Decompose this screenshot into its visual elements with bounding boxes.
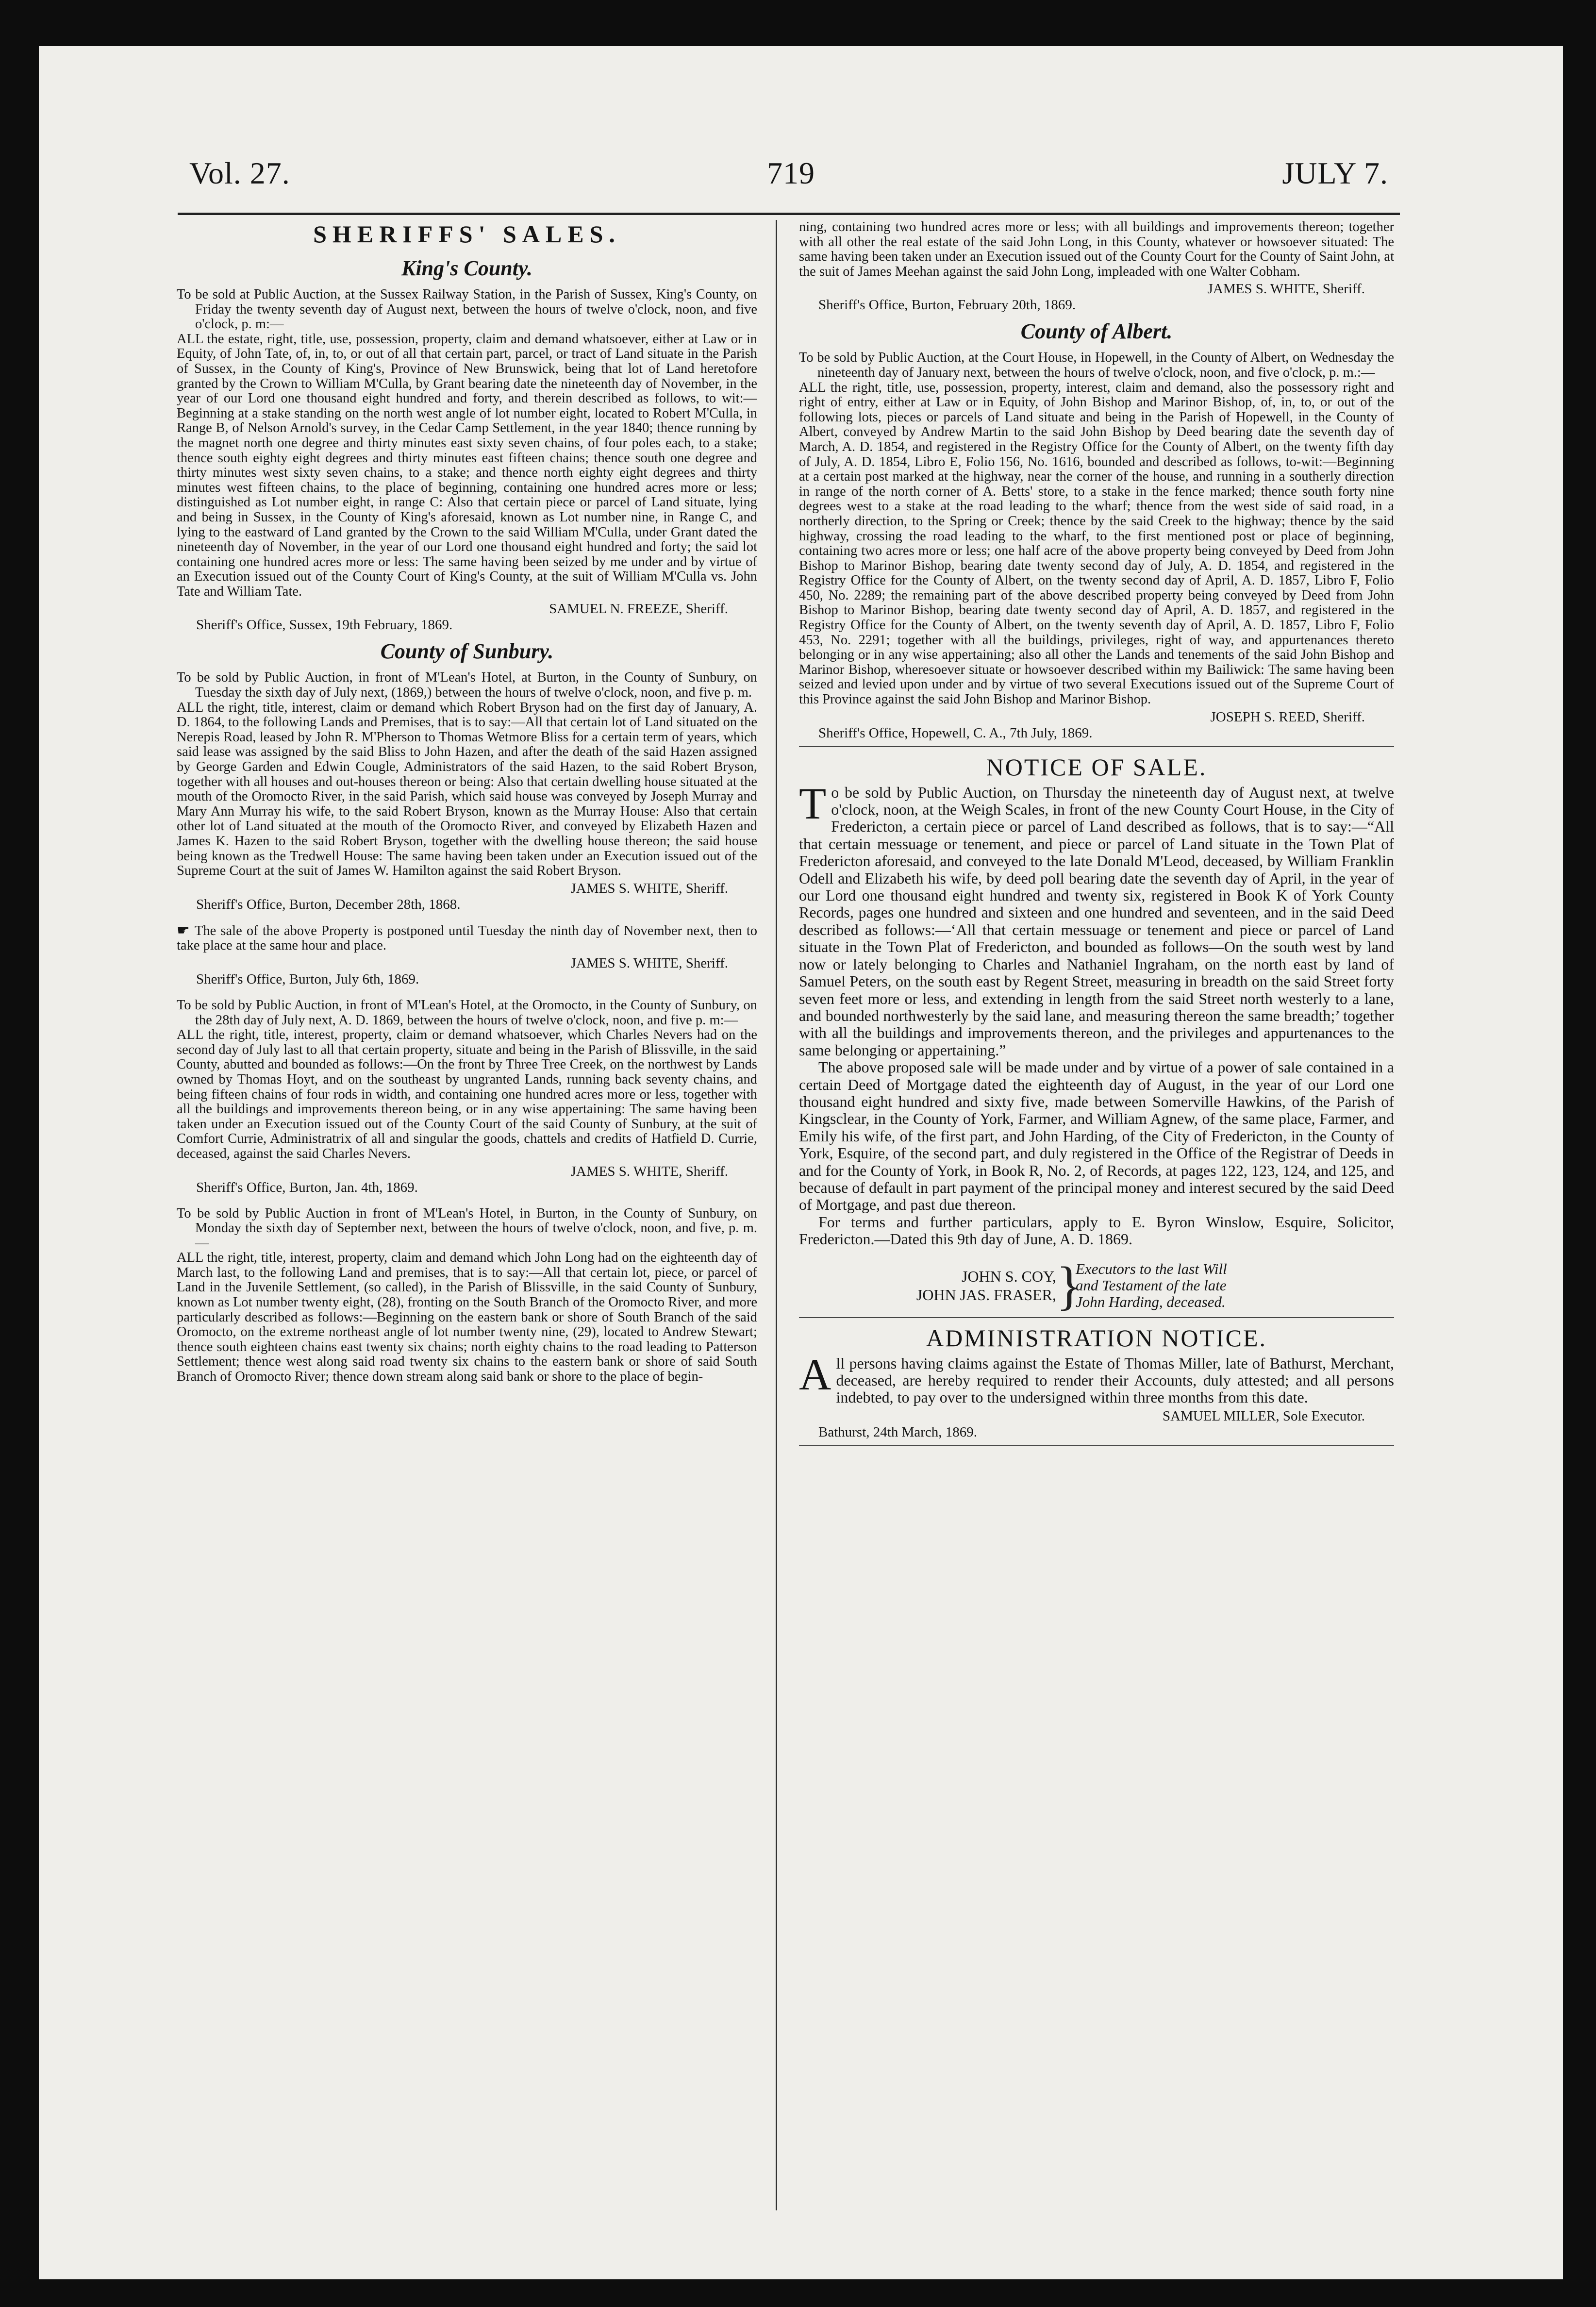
kings-sheriff: SAMUEL N. FREEZE, Sheriff. bbox=[549, 601, 728, 617]
columns bbox=[170, 220, 1408, 2210]
albert-sale-body: ALL the right, title, use, possession, property, interest, claim and demand, also the possessory right and right of entry, either at Law or in Equity, of John Bishop and Marinor Bishop, of, in, to, or out of the following lots, pieces or parcels of Land situate and being in the Parish of Hopewell, in the County of Albert, conveyed by Andrew Martin to the said John Bishop by Deed bearing date the seventh day of March, A. D. 1854, and registered in the Registry Office for the County of Albert, on the twenty fifth day of July, A. D. 1854, Libro E, Folio 156, No. 1616, bounded and described as follows, to-wit:—Beginning at a certain post marked at the highway, near the corner of the house, and running in a southerly direction in range of the north corner of A. Betts' store, to a stake in the fence marked; thence south forty nine degrees west to a stake at the road leading to the wharf; thence from the west side of said road, in a northerly direction, to the Spring or Creek; thence by the said Creek to the highway; thence by the said highway, crossing the road leading to the wharf, to the first mentioned post or place of beginning, containing two acres more or less; one half acre of the above property being conveyed by Deed from John Bishop to Marinor Bishop, bearing date twenty second day of July, A. D. 1854, and registered in the Registry Office for the County of Albert, on the twenty second day of April, A. D. 1857, Libro F, Folio 450, No. 2289; the remaining part of the above described property being conveyed by Deed from John Bishop to Marinor Bishop, bearing date twenty second day of April, A. D. 1857, and registered in the Registry Office for the County of Albert, on the twenty seventh day of April, A. D. 1857, Libro F, Folio 453, No. 2291; together with all the buildings, privileges, right of way, and appurtenances thereto belonging or in any wise appertaining; also all other the Lands and tenements of the said John Bishop and Marinor Bishop, wheresoever situate or howsoever described within my Bailiwick: The same having been seized and levied upon under and by virtue of two several Executions issued out of the Supreme Court of this Province against the said John Bishop and Marinor Bishop. bbox=[799, 380, 1394, 707]
sunbury-sale3-body: ALL the right, title, interest, property, claim and demand which John Long had on the eighteenth day of March last, to the following Land and premises, that is to say:—All that certain lot, piece, or parcel of Land in the Juvenile Settlement, (so called), in the Parish of Blissville, in the said County of Sunbury, known as Lot number twenty eight, (28), fronting on the South Branch of the Oromocto River, and more particularly described as follows:—Beginning on the eastern bank or shore of South Branch of the said Oromocto, on the extreme northeast angle of lot number twenty nine, (29), located to Andrew Stewart; thence south eighteen chains east twenty six chains; north eighty chains to the road leading to Patterson Settlement; thence west along said road twenty six chains to the eastern bank or shore of said South Branch of Oromocto River; thence down stream along said bank or shore to the place of begin- bbox=[177, 1250, 757, 1385]
albert-sale-intro: To be sold by Public Auction, at the Court House, in Hopewell, in the County of Albert, on Wednesday the nineteenth day of January next, between the hours of twelve o'clock, noon, and five o'clock, p. m.:— bbox=[799, 350, 1394, 380]
notice-of-sale-title: NOTICE OF SALE. bbox=[986, 753, 1207, 781]
postponement-notice bbox=[177, 923, 757, 953]
sunbury-sale3-sheriff: JAMES S. WHITE, Sheriff. bbox=[1207, 281, 1365, 297]
sunbury-sale1-intro: To be sold by Public Auction, in front of M'Lean's Hotel, at Burton, in the County of Sunbury, on Tuesday the sixth day of July next, (1869,) between the hours of twelve o'clock, noon, and five p. m. bbox=[177, 670, 757, 701]
admin-body bbox=[799, 1349, 1394, 1406]
kings-county-heading: King's County. bbox=[401, 256, 532, 280]
notice-para-1 bbox=[799, 778, 1394, 1059]
sunbury-sale2-body: ALL the right, title, interest, property, claim or demand whatsoever, which Charles Nevers had on the second day of July last to all that certain property, situate and being in the Parish of Blissville, in the said County, abutted and bounded as follows:—On the front by Three Tree Creek, on the northwest by Lands owned by Thomas Hoyt, and on the southeast by ungranted Lands, running back seventy chains, and being fifteen chains of four rods in width, and containing one hundred acres more or less, together with all the buildings and improvements thereon being, or in any wise appertaining: The same having been taken under an Execution issued out of the County Court of the said County of Sunbury, at the suit of Comfort Currie, Administratrix of all and singular the goods, chattels and credits of Hatfield D. Currie, deceased, against the said Charles Nevers. bbox=[177, 1027, 757, 1161]
kings-sale-intro: To be sold at Public Auction, at the Sussex Railway Station, in the Parish of Sussex, King's County, on Friday the twenty seventh day of August next, between the hours of twelve o'clock, noon, and five o'clock, p. m:— bbox=[177, 287, 757, 332]
albert-office: Sheriff's Office, Hopewell, C. A., 7th July, 1869. bbox=[818, 725, 1093, 741]
header-rule bbox=[178, 213, 1400, 215]
sunbury-sale2-sheriff: JAMES S. WHITE, Sheriff. bbox=[570, 1163, 728, 1179]
sunbury-county-heading: County of Sunbury. bbox=[380, 639, 554, 664]
executor-2: JOHN JAS. FRASER, bbox=[916, 1286, 1056, 1304]
sunbury-sale3-intro: To be sold by Public Auction in front of M'Lean's Hotel, in Burton, in the County of Sunbury, on Monday the sixth day of September next, between the hours of twelve o'clock, noon, and five, p. m.— bbox=[177, 1205, 757, 1251]
newspaper-page bbox=[39, 46, 1563, 2279]
spacer bbox=[177, 913, 757, 923]
sunbury-sale1-body: ALL the right, title, interest, claim or demand which Robert Bryson had on the first day of January, A. D. 1864, to the following Lands and Premises, that is to say:—All that certain lot of Land situated on the Nerepis Road, leased by John R. M'Pherson to Thomas Wetmore Bliss for a certain term of years, which said lease was assigned by the said Bliss to John Hazen, and after the death of the said Hazen assigned by George Garden and Edwin Cougle, Administrators of the said Hazen, to the said Robert Bryson, together with all houses and out-houses thereon or being: Also that certain dwelling house situated at the mouth of the Oromocto River, in the said Parish, which said house was conveyed by Joseph Murray and Mary Ann Murray his wife, to the said Robert Bryson, known as the Murray House: Also that certain other lot of Land situated at the mouth of the Oromocto River, and conveyed by Elizabeth Hazen and James K. Hazen to the said Robert Bryson, together with the dwelling house thereon; the said house being known as the Tredwell House: The same having been taken under an Execution issued out of the Supreme Court at the suit of James W. Hamilton against the said Robert Bryson. bbox=[177, 700, 757, 879]
executor-role-1: Executors to the last Will bbox=[1076, 1260, 1227, 1277]
kings-office: Sheriff's Office, Sussex, 19th February, 1869. bbox=[196, 617, 453, 633]
spacer bbox=[177, 987, 757, 998]
bottom-rule bbox=[799, 1445, 1394, 1446]
executor-role bbox=[1076, 1261, 1227, 1310]
sunbury-sale3-continued: ning, containing two hundred acres more or less; with all buildings and improvements thereon; together with all other the real estate of the said John Long, in this County, whatever or howsoever situated: The same having been taken under an Execution issued out of the County Court for the County of Saint John, at the suit of James Meehan against the said John Long, impleaded with one Walter Cobham. bbox=[799, 220, 1394, 279]
page-content bbox=[170, 155, 1408, 2219]
right-column bbox=[799, 220, 1394, 1452]
notice-para-2: The above proposed sale will be made under and by virtue of a power of sale contained in a certain Deed of Mortgage dated the eighteenth day of August, in the year of our Lord one thousand eight hundred and sixty five, made between Somerville Hawkins, of the Parish of Kingsclear, in the County of York, Farmer, and William Agnew, of the same place, Farmer, and Emily his wife, of the first part, and John Harding, of the City of Fredericton, in the County of York, Esquire, of the second part, and duly registered in the Office of the Registrar of Deeds in and for the County of York, in Book R, No. 2, of Records, at pages 122, 123, 124, and 125, and because of default in part payment of the principal money and interest secured by the said Deed of Mortgage, and past due thereon. bbox=[799, 1058, 1394, 1214]
issue-date: JULY 7. bbox=[1282, 156, 1388, 190]
administration-notice-title: ADMINISTRATION NOTICE. bbox=[926, 1324, 1267, 1352]
executor-role-3: John Harding, deceased. bbox=[1076, 1293, 1226, 1310]
sunbury-sale1-sheriff: JAMES S. WHITE, Sheriff. bbox=[570, 880, 728, 896]
sunbury-sale2-office: Sheriff's Office, Burton, Jan. 4th, 1869. bbox=[196, 1179, 418, 1195]
admin-body-text: ll persons having claims against the Estate of Thomas Miller, late of Bathurst, Merchant, deceased, are hereby required to render their Accounts, duly attested; and all persons indebted, to pay over to the undersigned within three months from this date. bbox=[836, 1354, 1394, 1406]
executor-names bbox=[799, 1267, 1056, 1304]
page-number: 719 bbox=[767, 156, 815, 190]
page-header bbox=[170, 155, 1408, 213]
postponement-sheriff: JAMES S. WHITE, Sheriff. bbox=[570, 955, 728, 971]
notice-para-3: For terms and further particulars, apply to E. Byron Winslow, Esquire, Solicitor, Fredericton.—Dated this 9th day of June, A. D. 1869. bbox=[799, 1213, 1394, 1248]
postponement-office: Sheriff's Office, Burton, July 6th, 1869. bbox=[196, 971, 419, 987]
column-divider bbox=[776, 220, 777, 2210]
executor-role-2: and Testament of the late bbox=[1076, 1276, 1227, 1294]
pointing-hand-icon: ☛ bbox=[177, 922, 190, 938]
admin-place-date: Bathurst, 24th March, 1869. bbox=[818, 1424, 978, 1440]
notice-para-1-text: o be sold by Public Auction, on Thursday the nineteenth day of August next, at twelve o'clock, noon, at the Weigh Scales, in front of the new County Court House, in the City of Fredericton, a certain piece or parcel of Land described as follows, that is to say:—“All that certain messuage or tenement, and piece or parcel of Land situate in the Town Plat of Fredericton aforesaid, and conveyed to the late Donald M'Leod, deceased, by William Franklin Odell and Elizabeth his wife, by deed poll bearing date the seventh day of April, in the year of our Lord one thousand eight hundred and twenty six, registered in Book K of York County Records, pages one hundred and sixteen and one hundred and seventeen, and in the said Deed described as follows:—‘All that certain messuage or tenement and piece or parcel of Land situate in the Town Plat of Fredericton, and bounded as follows—On the south west by land now or lately belonging to Charles and Nathaniel Ingraham, on the north east by land of Samuel Peters, on the south east by Regent Street, measuring in breadth on the said Street forty seven feet more or less, and extending in length from the said Street north westerly to a lane, and bounded northwesterly by the said lane, and measuring thereon the same breadth;’ together with all the buildings and improvements thereon, and the privileges and appurtenances to the same belonging or appertaining.” bbox=[799, 783, 1394, 1059]
section-title: SHERIFFS' SALES. bbox=[313, 220, 621, 248]
kings-sale-body: ALL the estate, right, title, use, possession, property, claim and demand whatsoever, either at Law or in Equity, of John Tate, of, in, to, or out of all that certain part, parcel, or tract of Land situate in the Parish of Sussex, in the County of King's, Province of New Brunswick, being that lot of Land heretofore granted by the Crown to William M'Culla, by Grant bearing date the nineteenth day of November, in the year of our Lord one thousand eight hundred and forty, and therein described as follows, to wit:—Beginning at a stake standing on the north west angle of lot number eight, located to Robert M'Culla, in Range B, of Nelson Arnold's survey, in the Cedar Camp Settlement, in the year 1840; thence running by the magnet north one degree and thirty minutes east sixty seven chains, of four poles each, to a stake; thence south eighty eight degrees and thirty minutes east fifteen chains; thence south one degree and thirty minutes west sixty seven chains, to a stake; and thence north eighty eight degrees and thirty minutes west fifteen chains, to the place of beginning, containing one hundred acres more or less; distinguished as Lot number eight, in range C: Also that certain piece or parcel of Land situate, lying and being in Sussex, in the County of King's aforesaid, known as Lot number nine, in Range C, and lying to the eastward of Land granted by the Crown to the said William M'Culla, under Grant dated the nineteenth day of November, in the year of our Lord one thousand eight hundred and forty; the said lot containing one hundred acres more or less: The same having been seized by me under and by virtue of an Execution issued out of the County Court of King's County, at the suit of William M'Culla vs. John Tate and William Tate. bbox=[177, 331, 757, 599]
executors-block bbox=[799, 1255, 1394, 1315]
postponement-text: The sale of the above Property is postponed until Tuesday the ninth day of November next, then to take place at the same hour and place. bbox=[177, 923, 757, 953]
section-rule bbox=[799, 746, 1394, 747]
sunbury-sale3-office: Sheriff's Office, Burton, February 20th, 1869. bbox=[818, 297, 1076, 313]
albert-county-heading: County of Albert. bbox=[1020, 319, 1173, 344]
spacer bbox=[177, 1196, 757, 1206]
left-column bbox=[177, 220, 757, 1385]
brace-glyph: } bbox=[1056, 1255, 1082, 1315]
sunbury-sale2-intro: To be sold by Public Auction, in front of M'Lean's Hotel, at the Oromocto, in the County of Sunbury, on the 28th day of July next, A. D. 1869, between the hours of twelve o'clock, noon, and five p. m:— bbox=[177, 997, 757, 1028]
sunbury-sale1-office: Sheriff's Office, Burton, December 28th, 1868. bbox=[196, 896, 461, 912]
admin-signer: SAMUEL MILLER, Sole Executor. bbox=[1163, 1408, 1365, 1424]
notice-drop-cap: T bbox=[799, 778, 827, 828]
section-rule bbox=[799, 1317, 1394, 1318]
volume-label: Vol. 27. bbox=[189, 156, 290, 190]
albert-sheriff: JOSEPH S. REED, Sheriff. bbox=[1210, 709, 1365, 725]
admin-drop-cap: A bbox=[799, 1349, 831, 1399]
executor-1: JOHN S. COY, bbox=[961, 1267, 1056, 1285]
